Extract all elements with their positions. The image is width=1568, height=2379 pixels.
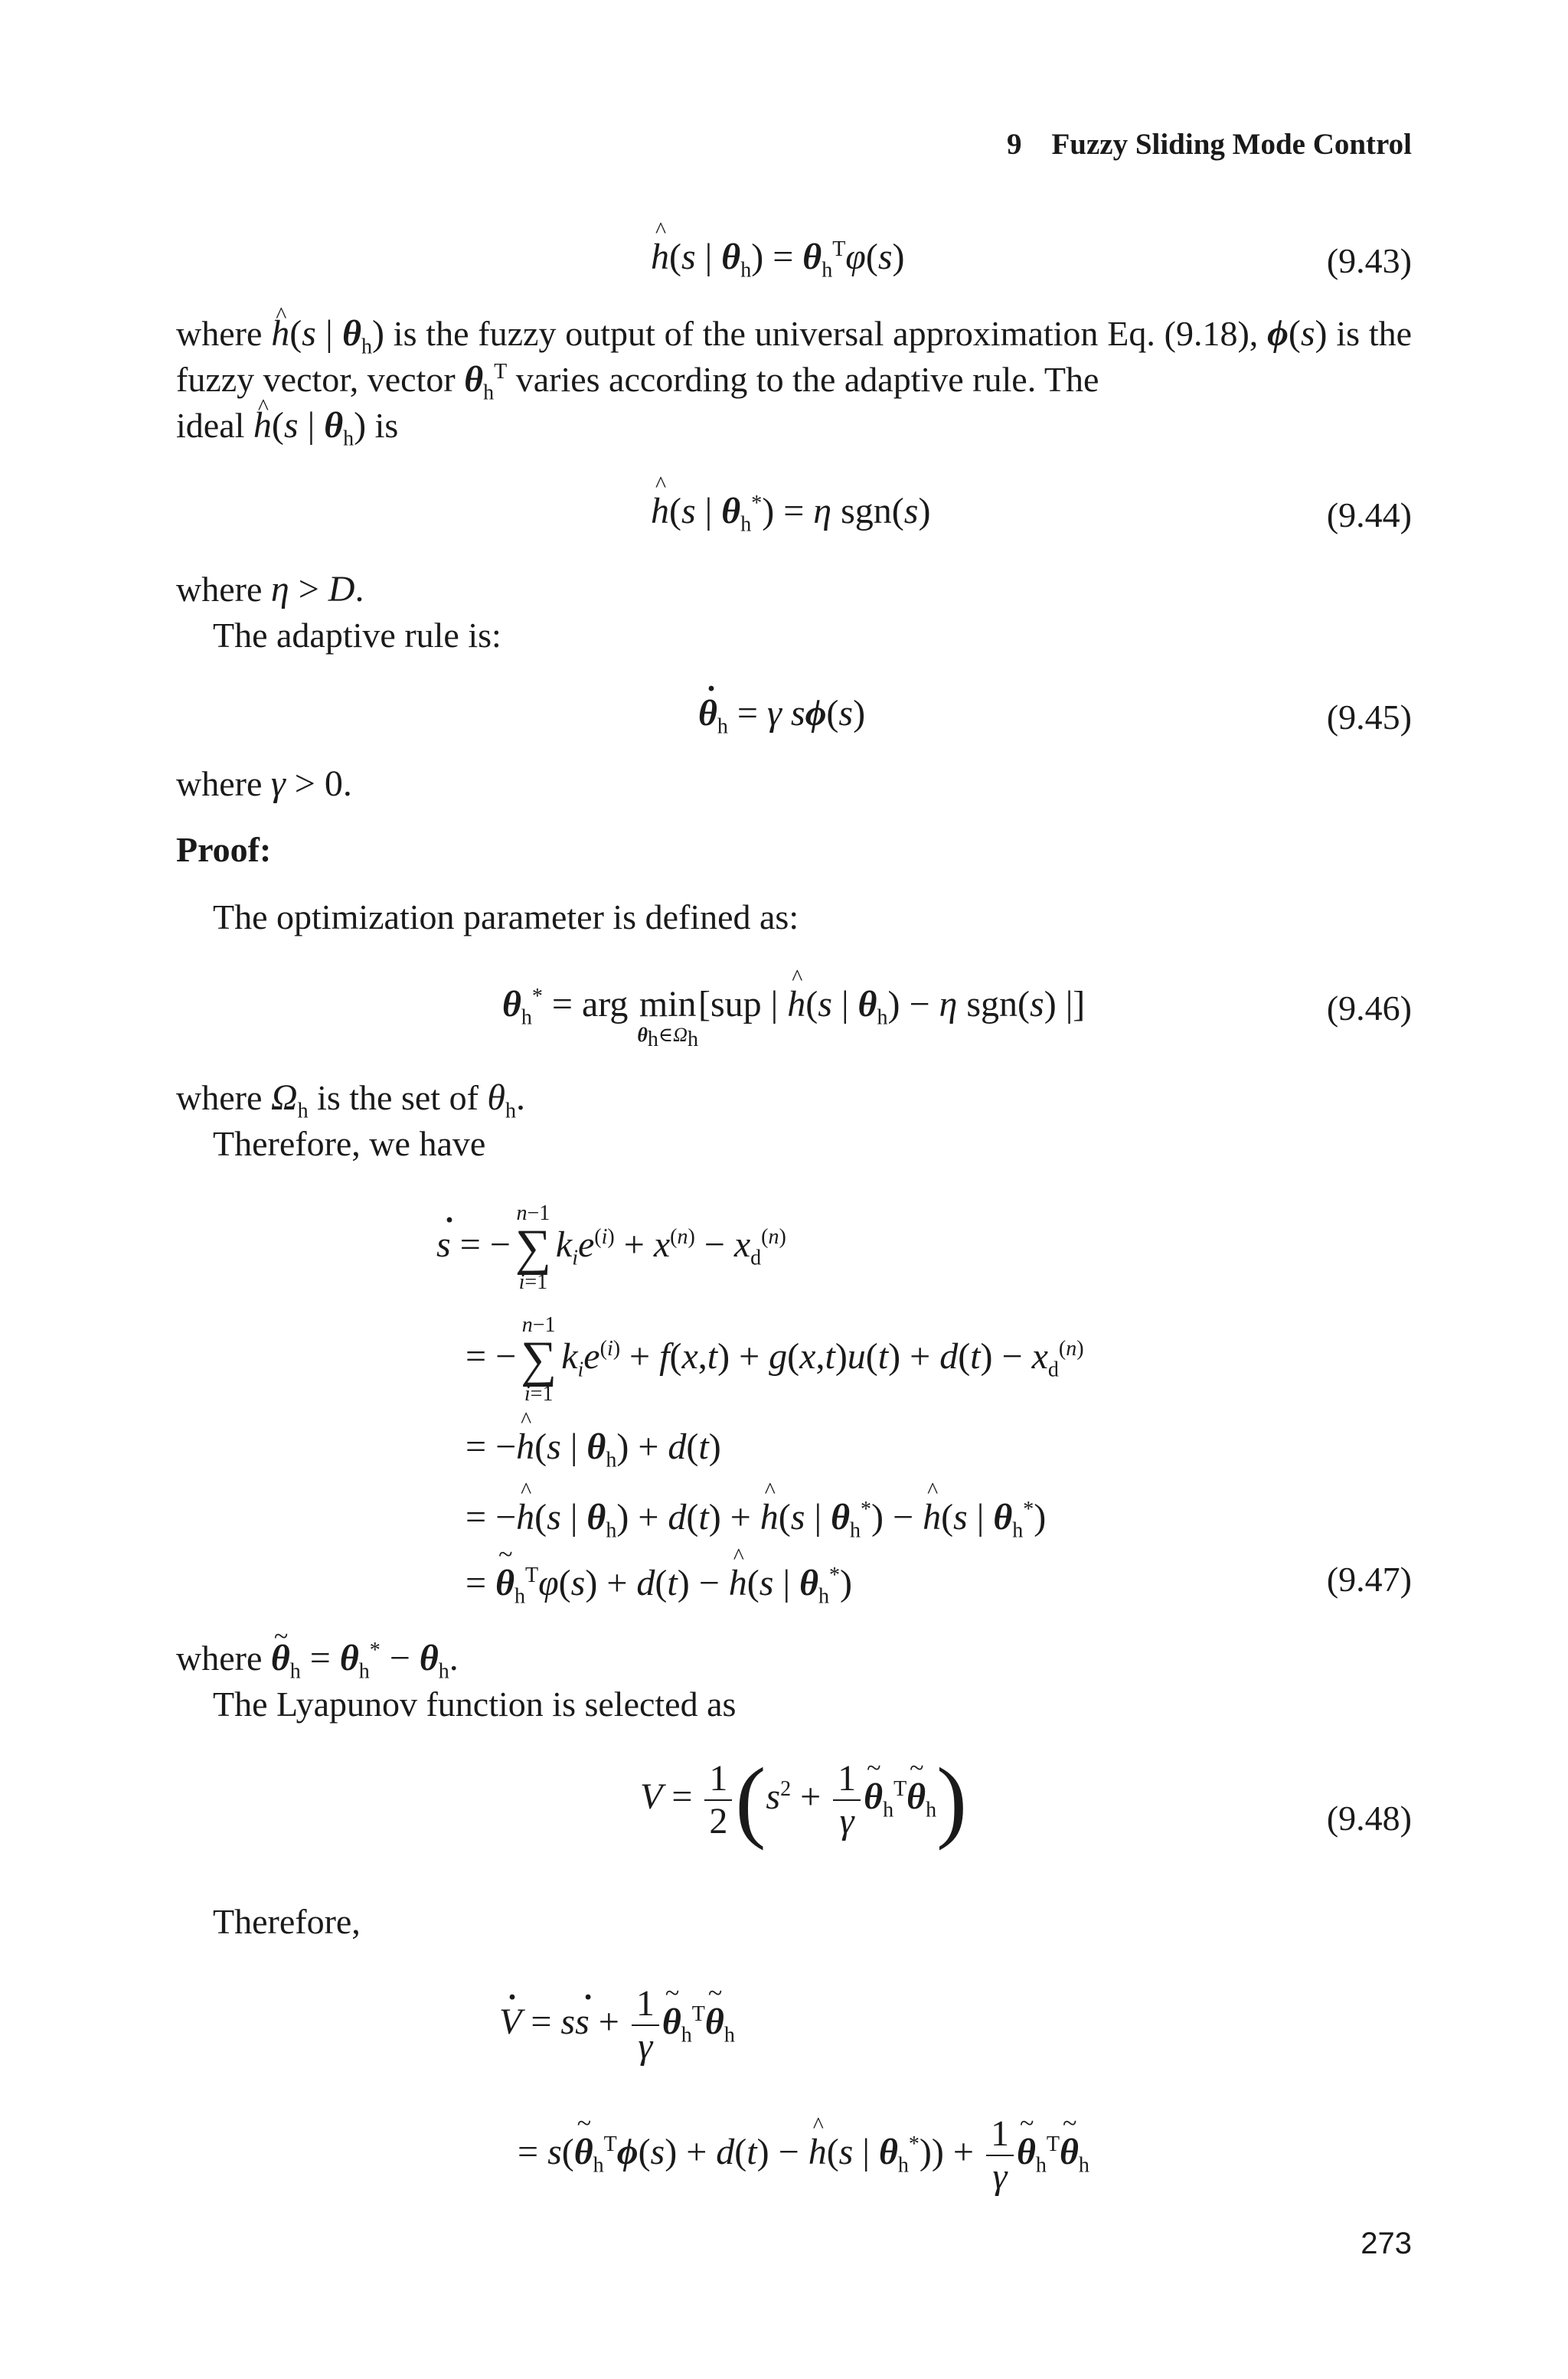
equation-number-9-46: (9.46) [1326, 989, 1412, 1028]
equation-9-43-body: ^ h(s | $\theta_h) = \theta_h^T\varphi(s)$ [651, 236, 905, 278]
equation-number-9-44: (9.44) [1326, 495, 1412, 534]
where-omega: where $\Omega_h$ is the set of $\theta_h$. [176, 1077, 525, 1123]
equation-number-9-48: (9.48) [1326, 1799, 1412, 1838]
text-where: where [176, 1078, 263, 1117]
equation-9-47-line4: = −^ h(s | $\theta_h) + d(t)$ + ^ h(s | $\theta_h^*$) − ^ h(s | $\theta_h^*$) [466, 1496, 1046, 1538]
paragraph-fuzzy-output: where ^ h(s | $\theta_h$) is the fuzzy output of the universal approximation Eq. (9.18), ϕ(s) is the fuzzy vector, vector $\theta_h^T$ varies according to the adaptive rule. The ideal ^ h(s | $\theta_h$) is [176, 311, 1412, 449]
text-therefore-we-have: Therefore, we have [213, 1124, 486, 1163]
page-number: 273 [1361, 2227, 1412, 2260]
text-fuzzy-output-desc: is the fuzzy output of the universal approximation Eq. (9.18), [393, 314, 1259, 353]
equation-9-47-line1: · s = − n−1 ∑ i=1 $k_ie^{(i)} + x^{(n)} - x_d^{(n)}$ [436, 1202, 786, 1294]
equation-number-9-45: (9.45) [1326, 698, 1412, 737]
text-adaptive-rule: The adaptive rule is: [213, 616, 501, 655]
text-therefore: Therefore, [213, 1902, 361, 1941]
text-adaptive-desc: varies according to the adaptive rule. The [515, 360, 1099, 399]
where-gamma: where γ > 0. [176, 763, 352, 804]
text-ideal: ideal [176, 406, 245, 445]
text-fuzzy-vector: is the fuzzy vector, vector [176, 314, 1413, 399]
equation-vdot-line1: · V = s· s + $\frac{1}{\gamma}$ ~ $\theta_h^T\sim$ $\theta_h$ [499, 1983, 735, 2067]
running-header [1007, 127, 1412, 162]
text-set-of: is the set of [317, 1078, 479, 1117]
proof-heading: Proof: [176, 830, 272, 869]
chapter-number: 9 [1006, 128, 1022, 161]
equation-9-47-line2: = − n−1 ∑ i=1 $k_ie^{(i)} + f(x,t) + g(x,t)u(t) + d(t) - x_d^{(n)}$ [466, 1313, 1084, 1406]
text-where: where [176, 314, 263, 353]
equation-number-9-47: (9.47) [1326, 1560, 1412, 1599]
text-optimization: The optimization parameter is defined as: [213, 897, 799, 936]
where-theta-tilde: where ~ $\theta_h = \theta_h^* - \theta_h$. [176, 1636, 459, 1681]
text-where: where [176, 1639, 263, 1678]
equation-9-47-line3: = −^ h(s | $\theta_h) + d(t)$ [466, 1426, 721, 1468]
where-eta: where η > D. [176, 569, 364, 609]
equation-9-44-body: ^ h(s | $\theta_h^*) = \eta$ sgn(s) [651, 490, 930, 532]
equation-9-45-body: · $\theta_h = \gamma$ sϕ(s) [698, 692, 865, 734]
chapter-title: Fuzzy Sliding Mode Control [1051, 128, 1412, 161]
equation-9-47-line5: = ~ $\theta_h^T\varphi(s) + d(t)$ − ^ h(s | $\theta_h^*$) [466, 1562, 852, 1604]
equation-9-48-body: V = $\frac{1}{2}$ ($s^2$ + $\frac{1}{\gamma}$ ~ $\theta_h^T\sim$ $\theta_h$) [640, 1747, 967, 1853]
equation-9-46-body: $\theta_h^*$ = arg min $\theta_h\in\Omega_h$ [sup | ^ h(s | $\theta_h) - \eta$ sgn(s) |] [502, 983, 1085, 1045]
equation-vdot-line2: = s(~ $\theta_h^T\phi(s) + d(t)$ − ^ h(s | $\theta_h^*$)) + $\frac{1}{\gamma}$ ~ $\theta_h^T\sim$ $\theta_h$ [518, 2113, 1089, 2198]
text-lyapunov: The Lyapunov function is selected as [213, 1685, 737, 1724]
text-where: where [176, 764, 263, 803]
equation-number-9-43: (9.43) [1326, 241, 1412, 280]
text-is: is [374, 406, 399, 445]
text-where: where [176, 570, 263, 609]
